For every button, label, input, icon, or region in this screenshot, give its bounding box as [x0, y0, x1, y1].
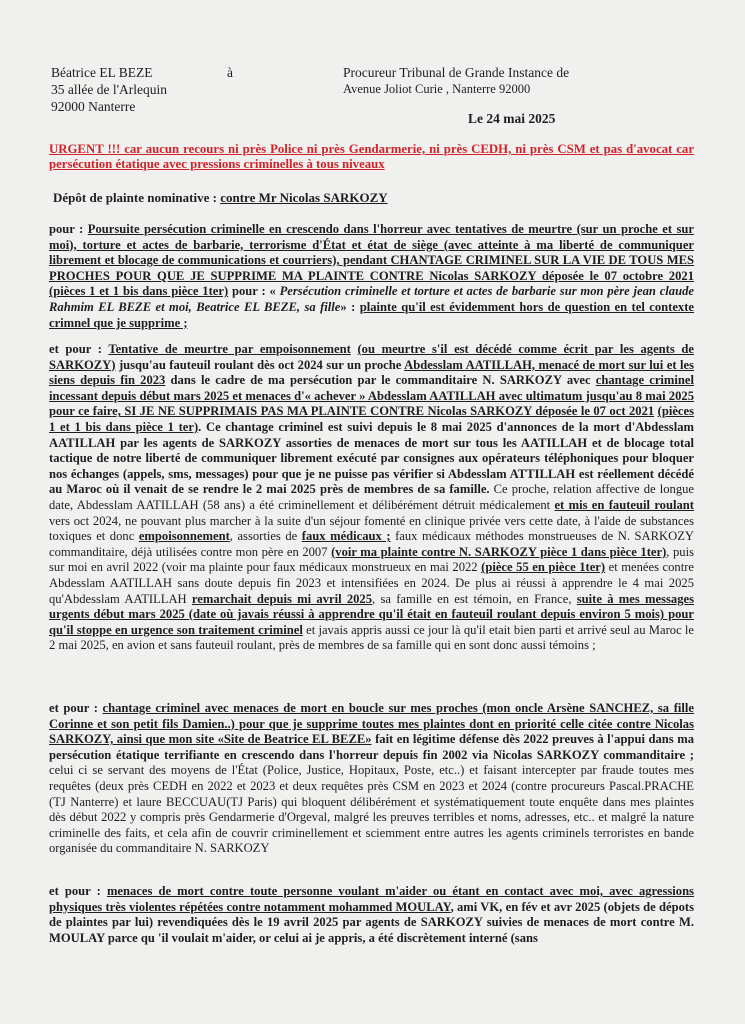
p1-segment-e: plainte qu'il est évidemment hors de question en tel contexte crimnel que je supprime ; [49, 299, 694, 330]
p2-t17: faux médicaux méthodes monstrueuses de N. SARKOZY commanditaire, déjà utilisées contre mon père en 2007 [49, 529, 694, 559]
p2-t5: Abdesslam AATILLAH, menacé de mort sur lui et les siens depuis fin 2023 [49, 357, 694, 388]
paragraph-3 [49, 701, 694, 857]
p4-t2: , ami VK, en fév et avr 2025 (objets de dépots de plaintes par lui) revendiquées dès le 19 avril 2025 par agents de SARKOZY suivies de menaces de mort contre M. MOULAY parce qu 'il voulait m'aider, or celui ai je appris, a été discrètement interné (sans [49, 899, 694, 945]
p2-t25: et javais appris aussi ce jour là qu'il etait bien parti et arrivé seul au Maroc le 2 mai 2025, en avion et sans fauteuil roulant, près de membres de sa famille qui en sont donc aussi témoins ; [49, 622, 695, 653]
depot-line [53, 190, 388, 206]
p2-t16: faux médicaux ; [301, 529, 391, 544]
p2-t12: et mis en fauteuil roulant [554, 497, 694, 512]
p2-t22: remarchait depuis mi avril 2025 [191, 591, 373, 606]
p2-t9: (pièces 1 et 1 bis dans pièce 1 ter) [49, 404, 694, 434]
urgent-notice: URGENT !!! car aucun recours ni près Police ni près Gendarmerie, ni près CEDH, ni près CSM et pas d'avocat car persécution étatique avec pressions criminelles à tous niveaux [49, 142, 694, 171]
sender-address-line2: 92000 Nanterre [51, 99, 136, 114]
depot-target: contre Mr Nicolas SARKOZY [220, 190, 388, 205]
depot-label: Dépôt de plainte nominative : [53, 190, 217, 205]
p2-t19: , puis sur moi en avril 2022 (voir ma plainte pour faux médicaux monstrueux en mai 2022 [49, 544, 695, 575]
p2-t3: (ou meurtre s'il est décédé comme écrit par les agents de SARKOZY) [49, 342, 694, 372]
to-word: à [227, 65, 233, 80]
p3-lead: et pour : [49, 701, 103, 715]
p3-t2: fait en légitime défense dès 2022 preuves à l'appui dans ma persécution étatique terrifiante en crescendo dans l'horreur depuis fin 2002 via Nicolas SARKOZY commanditaire ; [49, 732, 694, 762]
sender-name: Béatrice EL BEZE [51, 65, 153, 80]
paragraph-1 [49, 222, 694, 331]
p2-t10: . Ce chantage criminel est suivi depuis le 8 mai 2025 d'annonces de la mort d'Abdesslam AATILLAH par les agents de SARKOZY assorties de menaces de mort sur tous les AATILLAH et de blocage total tactique de notre liberté de communiquer librement exécuté par consignes aux opérateurs téléphoniques pour bloquer nos échanges (appels, sms, messages) pour que je ne puisse pas vérifier si Abdesslam ATTILLAH est réellement décédé au Maroc où il venait de se rendre le 2 mai 2025 près de membres de sa famille. [49, 419, 694, 497]
letter-date: Le 24 mai 2025 [468, 111, 556, 126]
p2-t18: (voir ma plainte contre N. SARKOZY pièce 1 dans pièce 1ter) [331, 544, 667, 559]
p2-t20: (pièce 55 en pièce 1ter) [481, 560, 606, 575]
p2-t21: et menées contre Abdesslam AATILLAH sans doute depuis fin 2023 et intensifiées en 2024. De plus ai réussi à apprendre le 4 mai 2025 qu'Abdesslam AATILLAH [49, 560, 695, 606]
p2-t15: , assorties de [229, 529, 302, 544]
p1-lead: pour : [49, 222, 84, 236]
recipient-line2: Avenue Joliot Curie , Nanterre 92000 [343, 82, 531, 96]
p3-t3: celui ci se servant des moyens de l'État (Police, Justice, Hopitaux, Poste, etc..) et faisant intercepter par fraude toutes mes requêtes (deux près CEDH en 2022 et 2023 et deux requêtes près CSM en 2023 et 2024 (contre procureurs Pascal.PRACHE (TJ Nanterre) et laure BECCUAU(TJ Paris) qui bloquent délibérément et systématiquement toute enquête dans mes plaintes dès début 2022 y compris près Gendarmerie d'Orgeval, malgré les preuves terribles et noms, adresses, etc.. et malgré la nature criminelle des faits, et cela afin de couvrir criminellement et sciemment entre autres les agents criminels terroristes en bande organisée du commanditaire N. SARKOZY [49, 763, 694, 856]
sender-block [51, 64, 231, 115]
p1-segment-c: Persécution criminelle et torture et actes de barbarie sur mon père jean claude Rahmim EL BEZE et moi, Beatrice EL BEZE, sa fille [49, 284, 694, 314]
recipient-line1: Procureur Tribunal de Grande Instance de [343, 65, 570, 80]
p2-t23: , sa famille en est témoin, en France, [372, 591, 577, 606]
sender-address-line1: 35 allée de l'Arlequin [51, 82, 168, 97]
p2-t6: dans le cadre de ma persécution par le commanditaire N. SARKOZY avec [165, 373, 596, 388]
recipient-block [343, 64, 643, 98]
p2-lead: et pour : [49, 342, 109, 356]
p2-t11: Ce proche, relation affective de longue date, Abdesslam AATILLAH (58 ans) a été criminellement et délibérément détruit médicalement [49, 482, 694, 512]
p4-lead: et pour : [49, 884, 107, 898]
p2-t13: vers oct 2024, ne pouvant plus marcher à la suite d'un séjour fomenté en clinique privée vers cette date, à l'aide de substances toxiques et donc [49, 513, 694, 544]
p1-segment-d: » : [340, 299, 360, 314]
p3-t1: chantage criminel avec menaces de mort en boucle sur mes proches (mon oncle Arsène SANCHEZ, sa fille Corinne et son petit fils Damien..) pour que je supprime toutes mes plaintes dont en priorité celle citée contre Nicolas SARKOZY, ainsi que mon site «Site de Beatrice EL BEZE» [49, 701, 694, 747]
p4-t1: menaces de mort contre toute personne voulant m'aider ou étant en contact avec moi, avec agressions physiques très violentes répétées contre notamment mohammed MOULAY [49, 884, 694, 914]
p1-segment-a: Poursuite persécution criminelle en crescendo dans l'horreur avec tentatives de meurtre (sur un proche et sur moi), torture et actes de barbarie, terrorisme d'État et état de siège (avec atteinte à ma liberté de communiquer librement et blocage de communications et courriers), pendant CHANTAGE CRIMINEL SUR LA VIE DE TOUS MES PROCHES POUR QUE JE SUPPRIME MA PLAINTE CONTRE Nicolas SARKOZY déposée le 07 octobre 2021 (pièces 1 et 1 bis dans pièce 1ter) [49, 222, 694, 299]
p2-t24: suite à mes messages urgents début mars 2025 (date où javais réussi à apprendre qu'il était en fauteuil roulant depuis environ 5 mois) pour qu'il stoppe en urgence son traitement criminel [49, 591, 694, 637]
paragraph-4 [49, 884, 694, 946]
p2-t7: chantage criminel incessant depuis début mars 2025 et menaces d'« achever » Abdesslam AATILLAH avec ultimatum jusqu'au 8 mai 2025 pour ce faire, SI JE NE SUPPRIMAIS PAS MA PLAINTE CONTRE Nicolas SARKOZY déposée le 07 oct 2021 [49, 373, 695, 419]
p1-segment-b: pour : « [228, 284, 280, 299]
paragraph-2 [49, 342, 694, 654]
p2-t14: empoisonnement [138, 529, 230, 544]
p2-t4: jusqu'au fauteuil roulant dès oct 2024 sur un proche [115, 357, 405, 372]
p2-t1: Tentative de meurtre par empoisonnement [108, 342, 351, 356]
